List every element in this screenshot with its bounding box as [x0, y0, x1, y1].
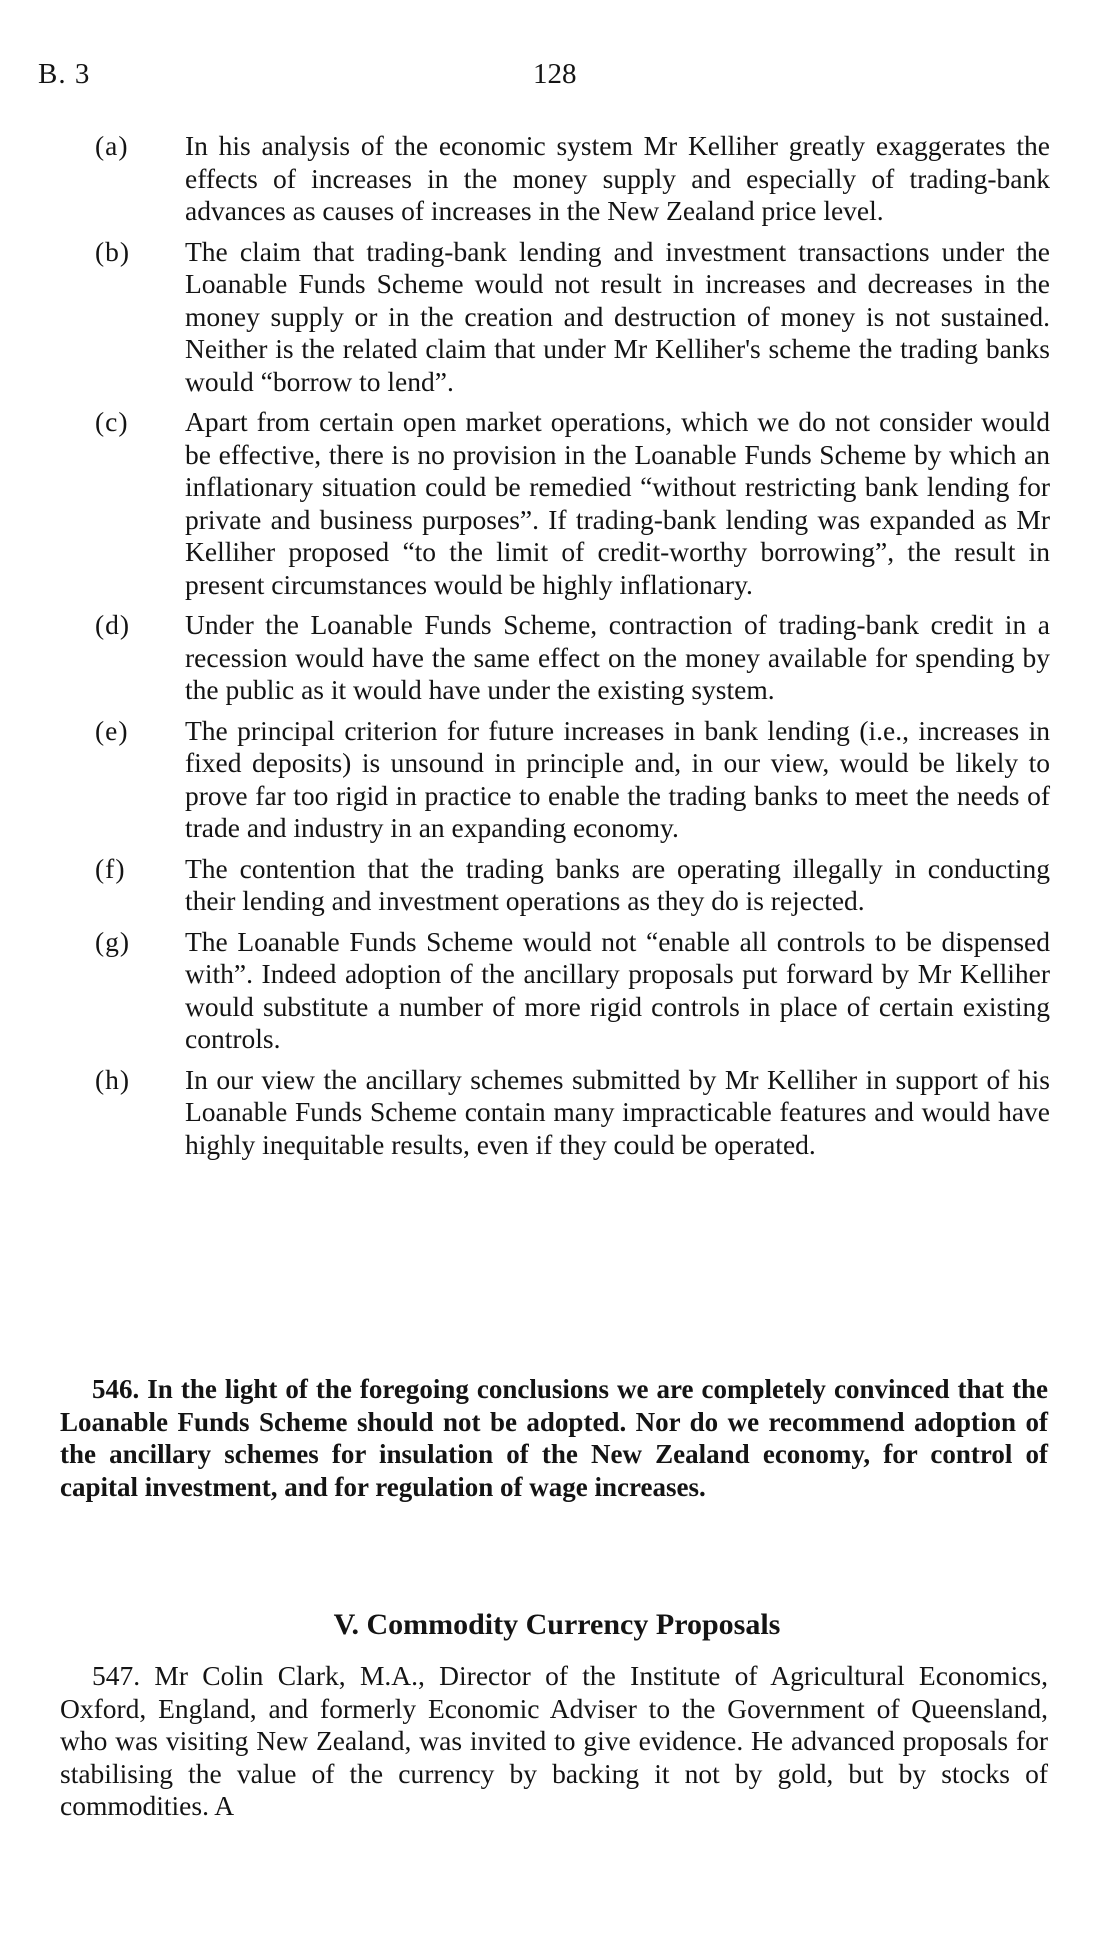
- page-number: 128: [533, 58, 577, 90]
- list-item-label: (f): [95, 852, 126, 884]
- list-item-b: [95, 236, 1050, 399]
- list-item-text: Under the Loanable Funds Scheme, contraction of trading-bank credit in a recession would have the same effect on the money available for spending by the public as it would have under the existing system.: [185, 609, 1050, 705]
- paragraph-546: 546. In the light of the foregoing conclusions we are completely convinced that the Loanable Funds Scheme should not be adopted. Nor do we recommend adoption of the ancillary schemes for insulation of the New Zealand economy, for control of capital investment, and for regulation of wage increases.: [60, 1374, 1048, 1502]
- list-item-e: [95, 715, 1050, 845]
- list-item-label: (e): [95, 714, 129, 746]
- list-item-label: (d): [95, 609, 131, 640]
- list-item-d: [95, 609, 1050, 707]
- list-item-g: [95, 926, 1050, 1056]
- list-item-label: (b): [95, 235, 131, 267]
- list-item-f: [95, 853, 1050, 918]
- paragraph-547: 547. Mr Colin Clark, M.A., Director of the Institute of Agricultural Economics, Oxford, England, and formerly Economic Adviser to the Government of Queensland, who was visiting New Zealand, was invited to give evidence. He advanced proposals for stabilising the value of the currency by backing it not by gold, but by stocks of commodities. A: [60, 1660, 1048, 1821]
- list-item-text: Apart from certain open market operations, which we do not consider would be effective, there is no provision in the Loanable Funds Scheme by which an inflationary situation could be remedied “without restricting bank lending for private and business purposes”. If trading-bank lending was expanded as Mr Kelliher proposed “to the limit of credit-worthy borrowing”, the result in present circumstances would be highly inflationary.: [185, 406, 1050, 600]
- list-item-text: The contention that the trading banks are operating illegally in conducting their lending and investment operations as they do is rejected.: [185, 852, 1050, 916]
- list-item-label: (a): [95, 130, 129, 161]
- conclusions-list: [95, 130, 1050, 1169]
- list-item-text: The principal criterion for future increases in bank lending (i.e., increases in fixed deposits) is unsound in principle and, in our view, would be likely to prove far too rigid in practice to enable the trading banks to meet the needs of trade and industry in an expanding economy.: [185, 714, 1050, 843]
- list-item-text: In our view the ancillary schemes submitted by Mr Kelliher in support of his Loanable Funds Scheme contain many impracticable features and would have highly inequitable results, even if they could be operated.: [185, 1063, 1050, 1160]
- list-item-a: [95, 130, 1050, 228]
- list-item-text: The claim that trading-bank lending and investment transactions under the Loanable Funds Scheme would not result in increases and decreases in the money supply or in the creation and destruction of money is not sustained. Neither is the related claim that under Mr Kelliher's scheme the trading banks would “borrow to lend”.: [185, 235, 1050, 397]
- list-item-c: [95, 406, 1050, 601]
- section-heading: V. Commodity Currency Proposals: [333, 1608, 781, 1641]
- list-item-h: [95, 1064, 1050, 1162]
- list-item-text: In his analysis of the economic system Mr Kelliher greatly exaggerates the effects of increases in the money supply and especially of trading-bank advances as causes of increases in the New Zealand price level.: [185, 130, 1050, 226]
- list-item-label: (g): [95, 925, 131, 957]
- list-item-text: The Loanable Funds Scheme would not “enable all controls to be dispensed with”. Indeed adoption of the ancillary proposals put forward by Mr Kelliher would substitute a number of more rigid controls in place of certain existing controls.: [185, 925, 1050, 1054]
- document-reference: B. 3: [38, 58, 91, 90]
- list-item-label: (h): [95, 1063, 131, 1095]
- list-item-label: (c): [95, 406, 129, 437]
